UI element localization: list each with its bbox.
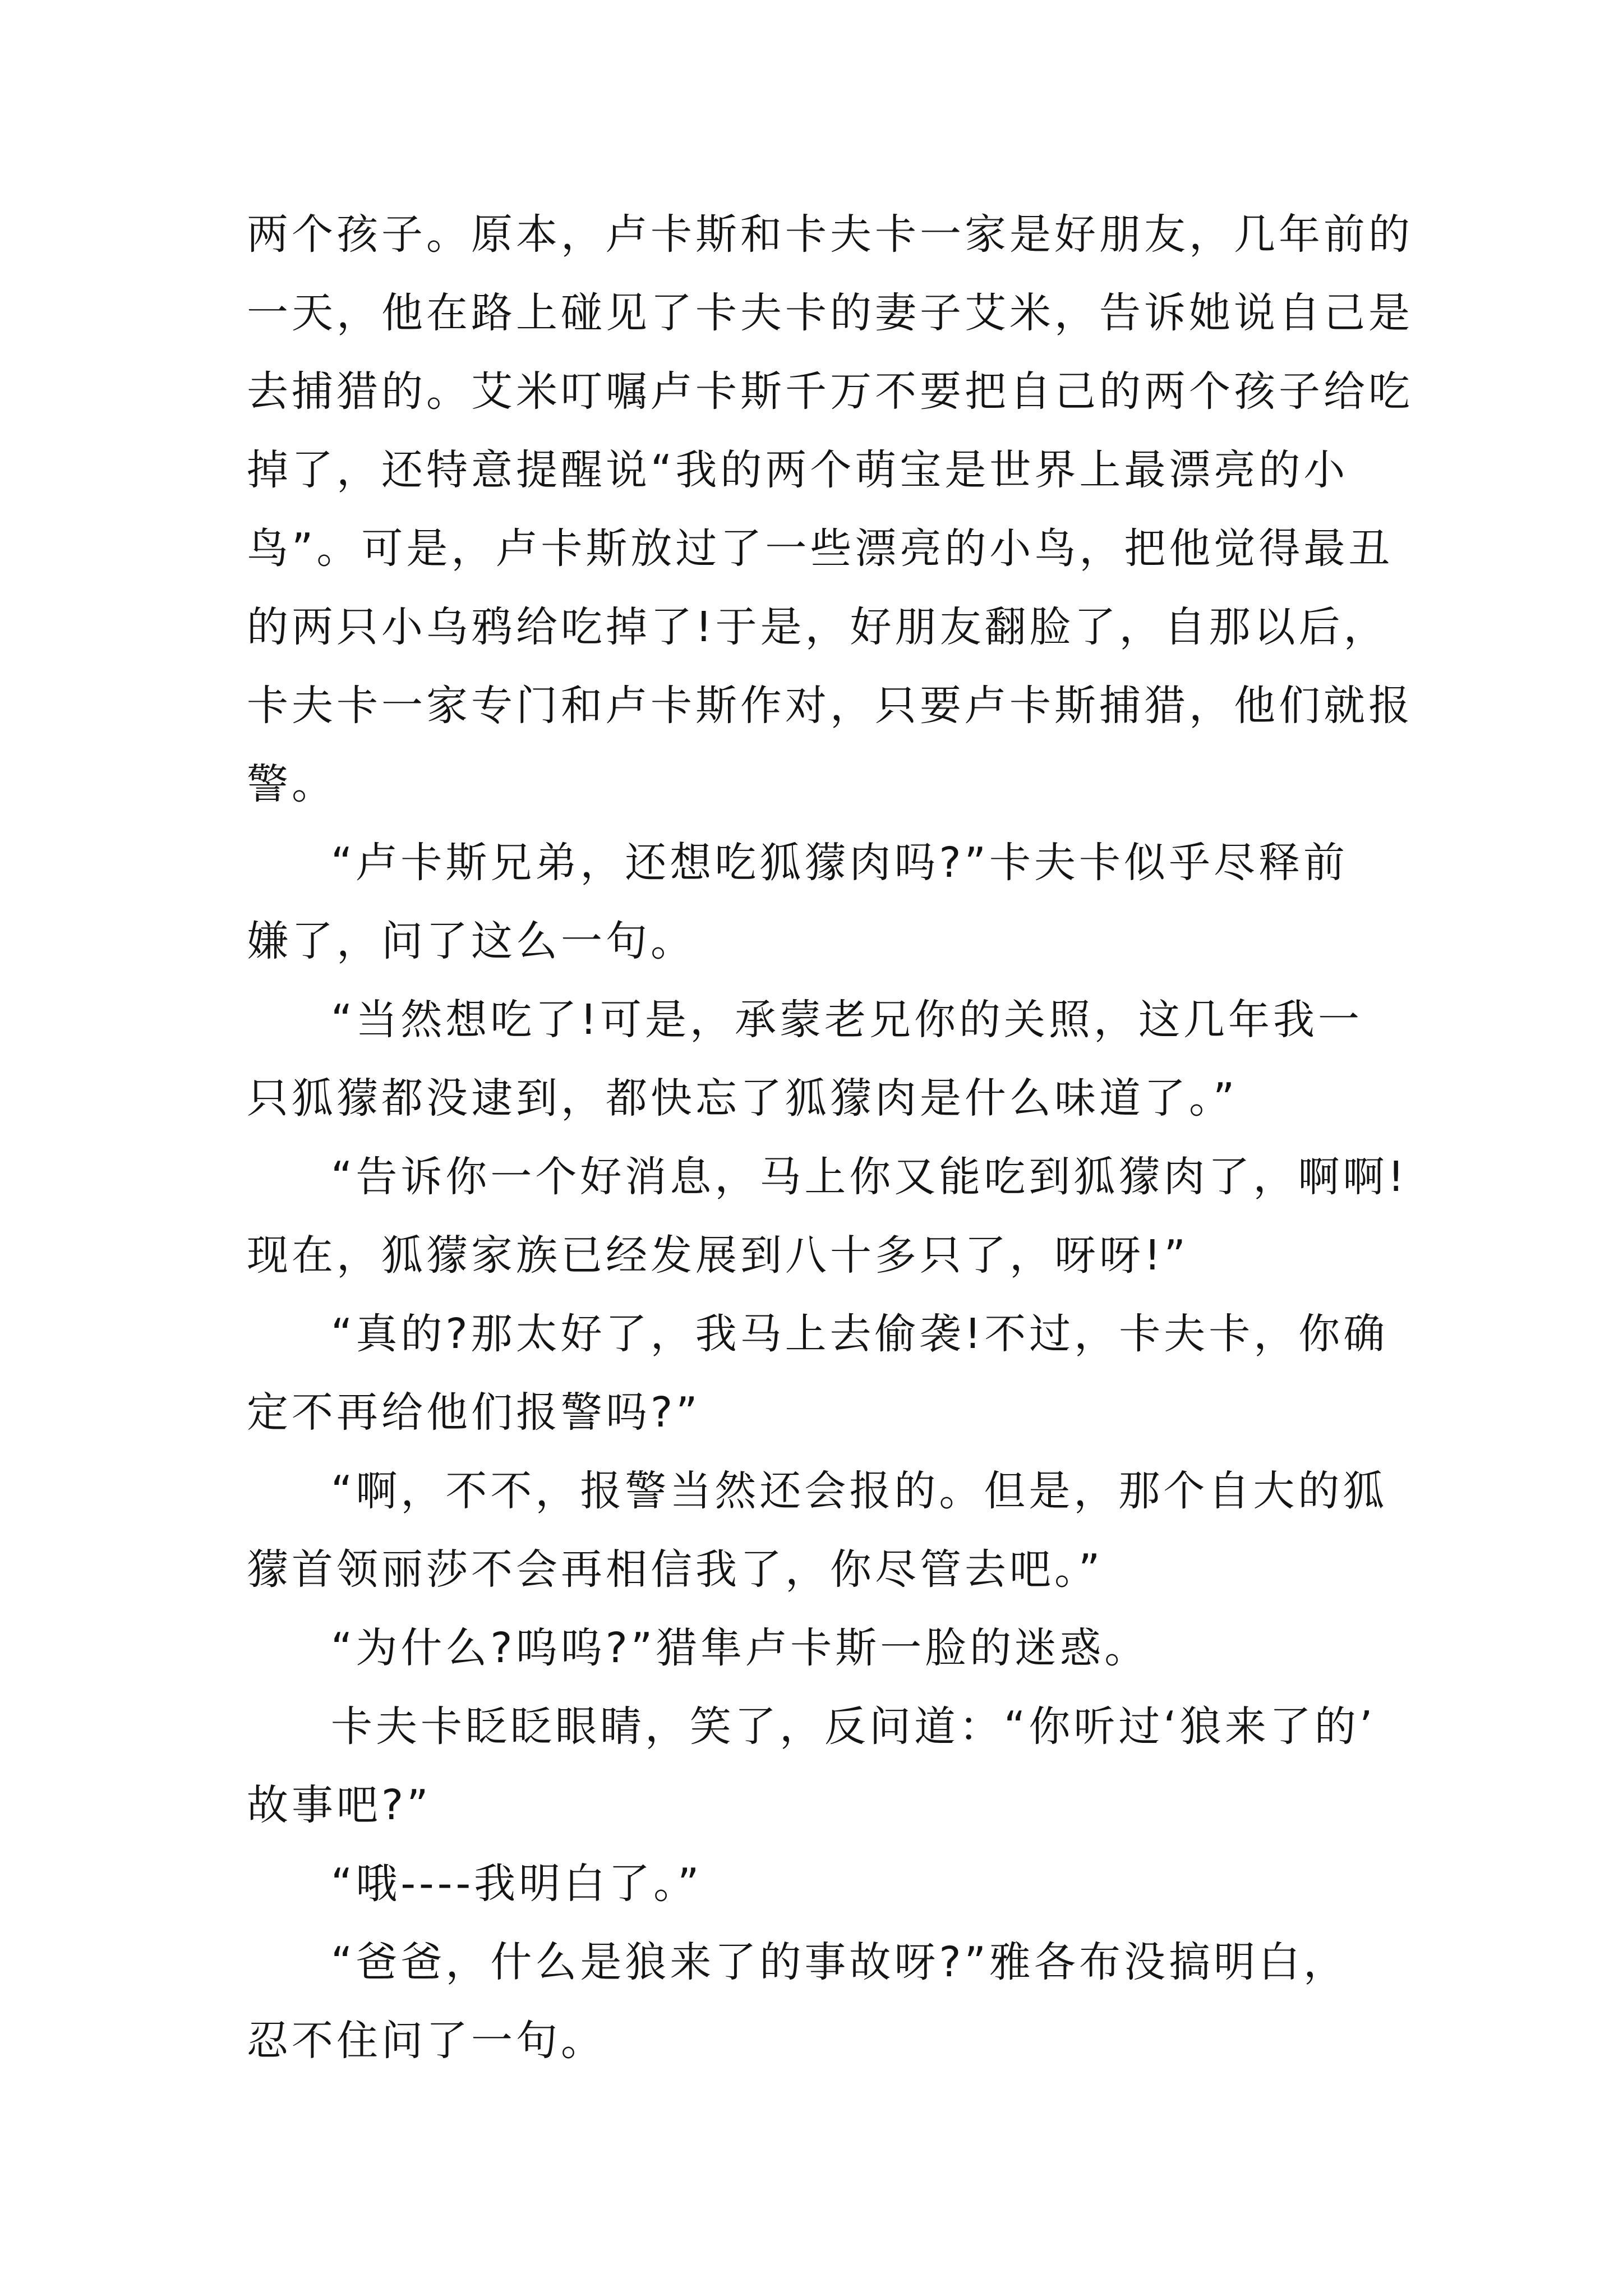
paragraph-first-line: “哦----我明白了。” [331, 1860, 703, 1908]
text-line: 去捕猎的。艾米叮嘱卢卡斯千万不要把自己的两个孩子给吃 [247, 367, 1413, 416]
text-line: 故事吧?” [247, 1781, 432, 1829]
text-line: 鸟”。可是，卢卡斯放过了一些漂亮的小鸟，把他觉得最丑 [247, 524, 1394, 573]
text-line: 只狐獴都没逮到，都快忘了狐獴肉是什么味道了。” [247, 1074, 1238, 1122]
paragraph-first-line: “当然想吃了!可是，承蒙老兄你的关照，这几年我一 [331, 996, 1363, 1044]
text-line: 忍不住问了一句。 [247, 2017, 606, 2065]
paragraph-first-line: “爸爸，什么是狼来了的事故呀?”雅各布没搞明白， [331, 1938, 1348, 1986]
paragraph-first-line: “卢卡斯兄弟，还想吃狐獴肉吗?”卡夫卡似乎尽释前 [331, 839, 1348, 887]
text-line: 嫌了，问了这么一句。 [247, 917, 695, 965]
paragraph-first-line: 卡夫卡眨眨眼睛，笑了，反问道：“你听过‘狼来了的’ [331, 1703, 1376, 1751]
text-line: 警。 [247, 760, 336, 808]
text-line: 卡夫卡一家专门和卢卡斯作对，只要卢卡斯捕猎，他们就报 [247, 682, 1413, 730]
paragraph-first-line: “告诉你一个好消息，马上你又能吃到狐獴肉了，啊啊! [331, 1153, 1408, 1201]
text-line: 两个孩子。原本，卢卡斯和卡夫卡一家是好朋友，几年前的 [247, 210, 1413, 259]
paragraph-first-line: “为什么?呜呜?”猎隼卢卡斯一脸的迷惑。 [331, 1624, 1150, 1672]
text-line: 的两只小乌鸦给吃掉了!于是，好朋友翻脸了，自那以后， [247, 603, 1389, 651]
text-line: 现在，狐獴家族已经发展到八十多只了，呀呀!” [247, 1231, 1189, 1280]
paragraph-first-line: “啊，不不，报警当然还会报的。但是，那个自大的狐 [331, 1467, 1388, 1515]
text-line: 定不再给他们报警吗?” [247, 1388, 701, 1437]
text-line: 獴首领丽莎不会再相信我了，你尽管去吧。” [247, 1545, 1104, 1594]
text-line: 一天，他在路上碰见了卡夫卡的妻子艾米，告诉她说自己是 [247, 289, 1413, 337]
text-line: 掉了，还特意提醒说“我的两个萌宝是世界上最漂亮的小 [247, 446, 1349, 494]
paragraph-first-line: “真的?那太好了，我马上去偷袭!不过，卡夫卡，你确 [331, 1310, 1389, 1358]
